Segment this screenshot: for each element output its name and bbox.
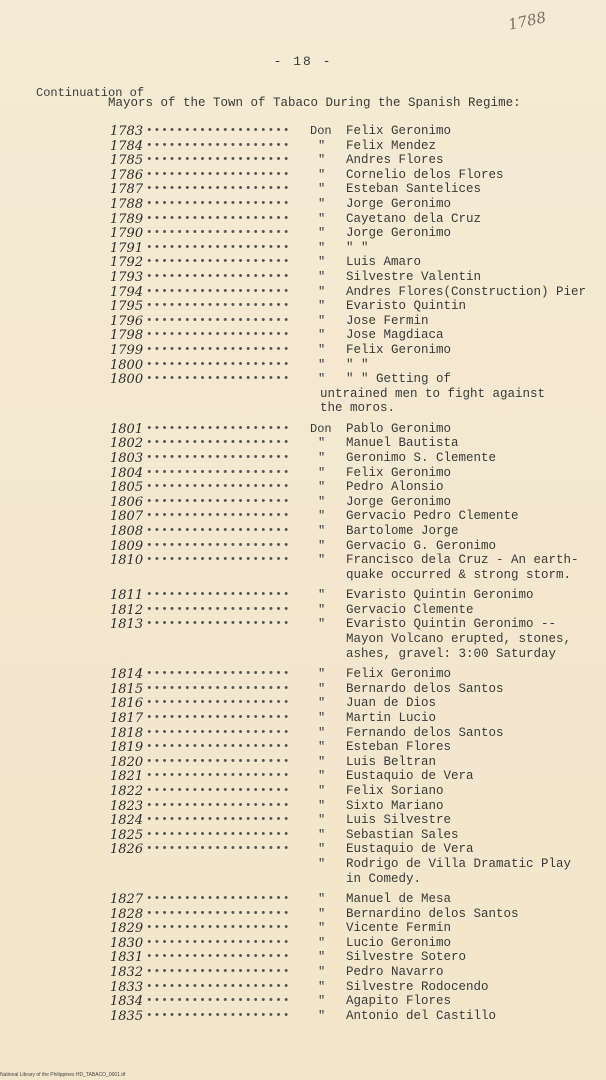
ditto-mark: " (318, 979, 326, 994)
mayor-row (0, 255, 606, 270)
mayor-name: Silvestre Valentin (346, 270, 482, 284)
ditto-mark: " (318, 602, 326, 617)
year: 1827 (110, 891, 144, 907)
mayor-name: Francisco dela Cruz - An earth- (346, 553, 579, 568)
ditto-mark: " (318, 182, 326, 197)
mayor-row (0, 466, 606, 481)
ditto-mark: " (318, 480, 326, 495)
mayor-row (0, 182, 606, 197)
year: 1812 (110, 602, 144, 618)
mayor-row (0, 241, 606, 256)
mayor-name: Eustaquio de Vera (346, 769, 474, 784)
leader-dots: ••••••••••••••••••• (146, 510, 291, 523)
mayor-row (0, 168, 606, 183)
leader-dots: ••••••••••••••••••• (146, 697, 291, 710)
ditto-mark: " (318, 1008, 326, 1023)
year: 1799 (110, 343, 144, 358)
mayor-name: Pablo Geronimo (346, 421, 452, 436)
mayor-row (0, 480, 606, 495)
year: 1825 (110, 827, 144, 843)
leader-dots: ••••••••••••••••••• (146, 358, 291, 371)
year: 1785 (110, 153, 144, 169)
mayor-name: " " (346, 240, 369, 255)
mayor-row (0, 740, 606, 755)
mayor-name: Bernardino delos Santos (346, 906, 519, 921)
mayor-name: Bartolome Jorge (346, 524, 459, 539)
mayor-row (0, 358, 606, 373)
leader-dots: ••••••••••••••••••• (146, 373, 291, 386)
year: 1810 (110, 553, 144, 569)
mayor-row (0, 539, 606, 554)
ditto-mark: " (318, 798, 326, 813)
leader-dots: ••••••••••••••••••• (146, 799, 291, 812)
mayor-name: Rodrigo de Villa Dramatic Play (346, 856, 572, 871)
leader-dots: ••••••••••••••••••• (146, 814, 291, 827)
ditto-mark: " (318, 617, 326, 632)
ditto-mark: " (318, 588, 326, 603)
ditto-mark: " (318, 827, 326, 842)
mayor-row (0, 603, 606, 618)
leader-dots: ••••••••••••••••••• (146, 481, 291, 494)
mayor-name: Manuel de Mesa (346, 891, 452, 906)
mayor-name: Martin Lucio (346, 710, 437, 725)
leader-dots: ••••••••••••••••••• (146, 139, 291, 152)
mayor-row (0, 813, 606, 828)
mayor-name: Jorge Geronimo (346, 494, 452, 509)
ditto-mark: " (318, 891, 326, 906)
leader-dots: ••••••••••••••••••• (146, 241, 291, 254)
mayor-name: Felix Mendez (346, 138, 437, 153)
mayor-name: Manuel Bautista (346, 436, 459, 451)
ditto-mark: " (318, 436, 326, 451)
leader-dots: ••••••••••••••••••• (146, 965, 291, 978)
leader-dots: ••••••••••••••••••• (146, 618, 291, 631)
leader-dots: ••••••••••••••••••• (146, 1009, 291, 1022)
mayor-row (0, 799, 606, 814)
year: 1805 (110, 480, 144, 496)
leader-dots: ••••••••••••••••••• (146, 922, 291, 935)
mayor-note: in Comedy. (346, 871, 422, 886)
year: 1811 (110, 588, 144, 604)
ditto-mark: " (318, 153, 326, 168)
mayor-row (0, 451, 606, 466)
ditto-mark: " (318, 553, 326, 568)
year: 1800 (110, 357, 144, 373)
mayor-row (0, 667, 606, 682)
mayor-name: Gervacio Clemente (346, 602, 474, 617)
page-number: - 18 - (273, 54, 333, 69)
ditto-mark: " (318, 313, 326, 328)
leader-dots: ••••••••••••••••••• (146, 183, 291, 196)
ditto-mark: " (318, 465, 326, 480)
ditto-mark: " (318, 681, 326, 696)
mayor-row (0, 343, 606, 358)
ditto-mark: " (318, 950, 326, 965)
mayor-row (0, 682, 606, 697)
year: 1814 (110, 667, 144, 683)
mayor-name: Sixto Mariano (346, 798, 444, 813)
year: 1804 (110, 465, 144, 481)
mayor-row (0, 842, 606, 857)
mayor-row (0, 726, 606, 741)
year: 1790 (110, 226, 144, 242)
mayor-name: Andres Flores(Construction) Pier (346, 284, 587, 299)
mayor-name: Juan de Dios (346, 696, 437, 711)
mayor-name: Vicente Fermin (346, 921, 452, 936)
mayor-row (0, 696, 606, 711)
mayor-row (0, 1009, 606, 1024)
mayor-name: Felix Soriano (346, 783, 444, 798)
leader-dots: ••••••••••••••••••• (146, 951, 291, 964)
mayor-name: Lucio Geronimo (346, 935, 452, 950)
leader-dots: ••••••••••••••••••• (146, 603, 291, 616)
year: 1833 (110, 979, 144, 995)
ditto-mark: " (318, 357, 326, 372)
year: 1783 (110, 124, 144, 139)
year: 1813 (110, 617, 144, 633)
year: 1796 (110, 313, 144, 329)
mayor-note: ashes, gravel: 3:00 Saturday (346, 646, 557, 661)
mayor-row (0, 299, 606, 314)
ditto-mark: " (318, 769, 326, 784)
ditto-mark: " (318, 524, 326, 539)
year: 1816 (110, 696, 144, 712)
leader-dots: ••••••••••••••••••• (146, 198, 291, 210)
mayor-row (0, 828, 606, 843)
leader-dots: ••••••••••••••••••• (146, 227, 291, 240)
mayor-name: Bernardo delos Santos (346, 681, 504, 696)
leader-dots: ••••••••••••••••••• (146, 314, 291, 327)
ditto-mark: " (318, 226, 326, 241)
mayor-note: quake occurred & strong storm. (346, 567, 572, 582)
ditto-mark: " (318, 740, 326, 755)
leader-dots: ••••••••••••••••••• (146, 525, 291, 538)
ditto-mark: " (318, 964, 326, 979)
mayor-row (0, 980, 606, 995)
mayor-name: Gervacio G. Geronimo (346, 538, 497, 553)
ditto-mark: " (318, 842, 326, 857)
ditto-mark: " (318, 343, 326, 357)
mayor-name: Pedro Navarro (346, 964, 444, 979)
honorific-title: Don (310, 124, 332, 138)
leader-dots: ••••••••••••••••••• (146, 936, 291, 949)
mayor-row (0, 950, 606, 965)
leader-dots: ••••••••••••••••••• (146, 271, 291, 283)
mayor-row (0, 524, 606, 539)
year: 1791 (110, 240, 144, 256)
ditto-mark: " (318, 328, 326, 343)
ditto-mark: " (318, 372, 326, 387)
mayor-row (0, 755, 606, 770)
year: 1803 (110, 451, 144, 467)
mayor-name: Felix Geronimo (346, 343, 452, 357)
mayor-name: Silvestre Sotero (346, 950, 467, 965)
year: 1807 (110, 509, 144, 525)
year: 1789 (110, 211, 144, 227)
mayor-row (0, 328, 606, 343)
mayor-name: Evaristo Quintin Geronimo (346, 588, 534, 603)
mayor-row (0, 784, 606, 799)
ditto-mark: " (318, 240, 326, 255)
ditto-mark: " (318, 451, 326, 466)
year: 1800 (110, 372, 144, 388)
mayor-name: Esteban Santelices (346, 182, 482, 197)
mayor-row (0, 197, 606, 212)
year: 1832 (110, 964, 144, 980)
mayor-row (0, 212, 606, 227)
mayor-name: Eustaquio de Vera (346, 842, 474, 857)
leader-dots: ••••••••••••••••••• (146, 495, 291, 508)
year: 1792 (110, 255, 144, 271)
mayor-row (0, 921, 606, 936)
footer-source: National Library of the Philippines HD_TABACO_0001.tif (0, 1072, 126, 1078)
mayor-row (0, 892, 606, 907)
leader-dots: ••••••••••••••••••• (146, 422, 291, 435)
year: 1823 (110, 798, 144, 814)
year: 1818 (110, 725, 144, 741)
leader-dots: ••••••••••••••••••• (146, 755, 291, 768)
mayor-name: Jorge Geronimo (346, 226, 452, 241)
leader-dots: ••••••••••••••••••• (146, 437, 291, 450)
ditto-mark: " (318, 284, 326, 299)
year: 1793 (110, 270, 144, 285)
ditto-mark: " (318, 725, 326, 740)
year: 1819 (110, 740, 144, 756)
mayor-name: Evaristo Quintin (346, 299, 467, 314)
year: 1809 (110, 538, 144, 554)
mayor-row (0, 226, 606, 241)
leader-dots: ••••••••••••••••••• (146, 154, 291, 167)
leader-dots: ••••••••••••••••••• (146, 212, 291, 225)
leader-dots: ••••••••••••••••••• (146, 711, 291, 724)
mayor-name: Pedro Alonsio (346, 480, 444, 495)
mayor-name: Jose Magdiaca (346, 328, 444, 343)
leader-dots: ••••••••••••••••••• (146, 452, 291, 465)
ditto-mark: " (318, 856, 326, 871)
year: 1784 (110, 138, 144, 154)
mayor-row (0, 617, 606, 632)
mayor-row (0, 994, 606, 1009)
year: 1786 (110, 167, 144, 183)
leader-dots: ••••••••••••••••••• (146, 892, 291, 905)
mayor-row (0, 124, 606, 139)
mayor-note: untrained men to fight against (320, 386, 546, 401)
mayor-row (0, 936, 606, 951)
ditto-mark: " (318, 754, 326, 769)
mayor-name: Luis Amaro (346, 255, 422, 270)
year: 1822 (110, 783, 144, 799)
mayor-row (0, 965, 606, 980)
mayor-name: Luis Beltran (346, 754, 437, 769)
mayor-row (0, 314, 606, 329)
year: 1835 (110, 1008, 144, 1024)
year: 1831 (110, 950, 144, 966)
archive-handwritten-number: 1788 (506, 8, 548, 34)
year: 1788 (110, 197, 144, 212)
heading-title: Mayors of the Town of Tabaco During the Spanish Regime: (108, 96, 521, 110)
mayor-row (0, 553, 606, 568)
mayor-row (0, 285, 606, 300)
mayor-name: Felix Geronimo (346, 465, 452, 480)
mayor-name: Cornelio delos Flores (346, 167, 504, 182)
mayor-name: Antonio del Castillo (346, 1008, 497, 1023)
mayor-name: Evaristo Quintin Geronimo -- (346, 617, 557, 632)
leader-dots: ••••••••••••••••••• (146, 668, 291, 681)
leader-dots: ••••••••••••••••••• (146, 466, 291, 479)
mayor-row (0, 509, 606, 524)
mayor-name: Sebastian Sales (346, 827, 459, 842)
mayor-row (0, 711, 606, 726)
mayor-name: Silvestre Rodocendo (346, 979, 489, 994)
ditto-mark: " (318, 167, 326, 182)
year: 1802 (110, 436, 144, 452)
leader-dots: ••••••••••••••••••• (146, 980, 291, 993)
ditto-mark: " (318, 509, 326, 524)
leader-dots: ••••••••••••••••••• (146, 168, 291, 181)
leader-dots: ••••••••••••••••••• (146, 300, 291, 313)
ditto-mark: " (318, 270, 326, 284)
ditto-mark: " (318, 667, 326, 682)
mayor-name: " " (346, 357, 369, 372)
leader-dots: ••••••••••••••••••• (146, 682, 291, 695)
leader-dots: ••••••••••••••••••• (146, 770, 291, 783)
year: 1798 (110, 328, 144, 344)
heading-continuation: Continuation of (36, 86, 145, 100)
mayor-row (0, 857, 606, 872)
leader-dots: ••••••••••••••••••• (146, 125, 291, 137)
leader-dots: ••••••••••••••••••• (146, 843, 291, 856)
mayor-name: Jorge Geronimo (346, 197, 452, 211)
mayor-name: Andres Flores (346, 153, 444, 168)
ditto-mark: " (318, 921, 326, 936)
leader-dots: ••••••••••••••••••• (146, 285, 291, 298)
leader-dots: ••••••••••••••••••• (146, 995, 291, 1008)
mayor-note: Mayon Volcano erupted, stones, (346, 632, 572, 647)
mayor-row (0, 769, 606, 784)
ditto-mark: " (318, 906, 326, 921)
leader-dots: ••••••••••••••••••• (146, 329, 291, 342)
leader-dots: ••••••••••••••••••• (146, 828, 291, 841)
mayor-row (0, 139, 606, 154)
mayor-name: Gervacio Pedro Clemente (346, 509, 519, 524)
year: 1794 (110, 284, 144, 300)
mayor-name: Cayetano dela Cruz (346, 211, 482, 226)
leader-dots: ••••••••••••••••••• (146, 344, 291, 356)
ditto-mark: " (318, 299, 326, 314)
year: 1815 (110, 681, 144, 697)
ditto-mark: " (318, 138, 326, 153)
mayor-row (0, 907, 606, 922)
mayor-row (0, 495, 606, 510)
year: 1828 (110, 906, 144, 922)
mayor-name: Geronimo S. Clemente (346, 451, 497, 466)
ditto-mark: " (318, 994, 326, 1009)
ditto-mark: " (318, 211, 326, 226)
year: 1801 (110, 421, 144, 437)
year: 1806 (110, 494, 144, 510)
ditto-mark: " (318, 813, 326, 828)
year: 1808 (110, 524, 144, 540)
leader-dots: ••••••••••••••••••• (146, 554, 291, 567)
mayor-row (0, 422, 606, 437)
year: 1829 (110, 921, 144, 937)
leader-dots: ••••••••••••••••••• (146, 539, 291, 552)
ditto-mark: " (318, 696, 326, 711)
mayor-name: Luis Silvestre (346, 813, 452, 828)
mayor-name: Jose Fermin (346, 313, 429, 328)
ditto-mark: " (318, 935, 326, 950)
ditto-mark: " (318, 538, 326, 553)
mayor-row (0, 588, 606, 603)
leader-dots: ••••••••••••••••••• (146, 726, 291, 739)
year: 1795 (110, 299, 144, 315)
mayor-note: the moros. (320, 401, 396, 416)
ditto-mark: " (318, 783, 326, 798)
mayor-name: " " Getting of (346, 372, 452, 387)
year: 1830 (110, 935, 144, 951)
mayor-row (0, 153, 606, 168)
year: 1817 (110, 710, 144, 726)
year: 1821 (110, 769, 144, 785)
mayor-name: Felix Geronimo (346, 124, 452, 138)
year: 1834 (110, 994, 144, 1010)
ditto-mark: " (318, 255, 326, 270)
year: 1787 (110, 182, 144, 198)
ditto-mark: " (318, 494, 326, 509)
leader-dots: ••••••••••••••••••• (146, 741, 291, 754)
leader-dots: ••••••••••••••••••• (146, 907, 291, 920)
leader-dots: ••••••••••••••••••• (146, 256, 291, 269)
leader-dots: ••••••••••••••••••• (146, 589, 291, 602)
ditto-mark: " (318, 710, 326, 725)
year: 1820 (110, 754, 144, 770)
honorific-title: Don (310, 421, 332, 436)
leader-dots: ••••••••••••••••••• (146, 784, 291, 797)
mayor-name: Fernando delos Santos (346, 725, 504, 740)
year: 1824 (110, 813, 144, 829)
mayor-name: Felix Geronimo (346, 667, 452, 682)
mayor-row (0, 436, 606, 451)
ditto-mark: " (318, 197, 326, 211)
mayor-row (0, 270, 606, 285)
year: 1826 (110, 842, 144, 858)
mayor-name: Agapito Flores (346, 994, 452, 1009)
mayor-name: Esteban Flores (346, 740, 452, 755)
mayor-row (0, 372, 606, 387)
